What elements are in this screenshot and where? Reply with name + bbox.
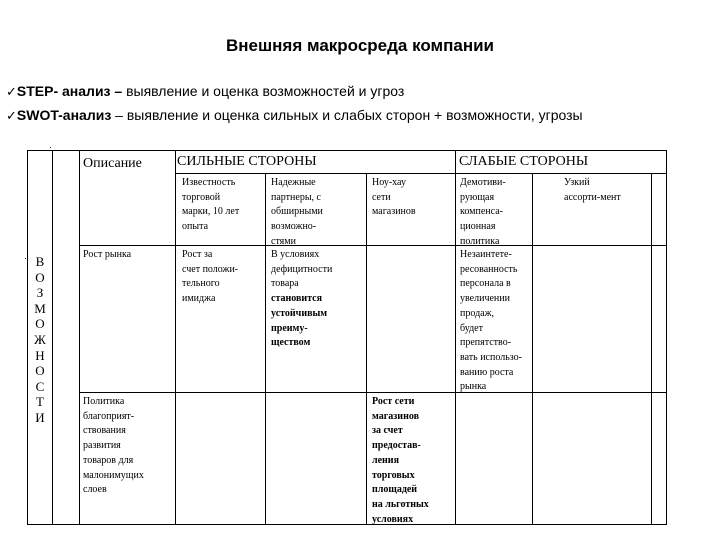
vertical-letter: О <box>35 316 45 332</box>
cell-line: Ноу-хау <box>372 177 406 188</box>
cell-line: марки, 10 лет <box>182 206 240 218</box>
table-border <box>27 150 667 151</box>
row-label-market-growth <box>83 248 131 263</box>
cell-line: Надежные <box>271 177 316 188</box>
table-border <box>27 150 28 525</box>
opportunity-network <box>372 395 429 527</box>
strength-partners <box>271 176 323 250</box>
cell-line: политика <box>460 235 500 247</box>
cell-line: Узкий <box>564 177 590 188</box>
cell-line: компенса- <box>460 206 503 218</box>
bullet-list <box>6 80 583 128</box>
cell-line: опыта <box>182 221 209 233</box>
table-divider <box>455 150 456 525</box>
table-divider <box>175 150 176 525</box>
vertical-letter: З <box>36 285 44 301</box>
table-border <box>666 150 667 525</box>
vertical-label-opportunities <box>33 254 47 426</box>
cell-line: Рост рынка <box>83 249 132 260</box>
cell-line: развития <box>83 440 121 452</box>
cell-line: рынка <box>460 381 487 393</box>
cell-line: за счет <box>372 425 403 437</box>
cell-line: имиджа <box>182 293 216 305</box>
strength-brand <box>182 176 239 235</box>
tick-mark: · <box>24 253 27 263</box>
vertical-letter: Ж <box>34 331 46 347</box>
opportunity-deficit-bold <box>271 292 332 351</box>
cell-line: обширными <box>271 206 323 218</box>
cell-line: ления <box>372 454 399 466</box>
table-divider <box>175 173 666 174</box>
cell-line: сети <box>372 191 391 203</box>
cell-line: ресованность <box>460 263 518 275</box>
cell-line: Рост за <box>182 249 213 260</box>
table-divider <box>52 150 53 525</box>
table-divider <box>651 173 652 525</box>
vertical-letter: О <box>35 269 45 285</box>
cell-line: преиму- <box>271 322 308 334</box>
cell-line: ванию роста <box>460 366 514 378</box>
cell-line: площадей <box>372 484 418 496</box>
cell-line: Незаинтете- <box>460 249 512 260</box>
vertical-letter: В <box>35 254 45 269</box>
cell-line: возможно- <box>271 221 317 233</box>
cell-line: условиях <box>372 513 414 525</box>
weakness-compensation <box>460 176 506 250</box>
header-weaknesses: СЛАБЫЕ СТОРОНЫ <box>459 154 589 169</box>
cell-line: становится <box>271 293 323 305</box>
check-icon: ✓ <box>6 85 17 100</box>
table-border <box>27 524 667 525</box>
cell-line: вать использо- <box>460 351 522 363</box>
cell-line: Известность <box>182 177 236 188</box>
cell-line: товара <box>271 278 299 290</box>
vertical-letter: Т <box>36 394 44 410</box>
cell-line: ционная <box>460 221 496 233</box>
cell-line: будет <box>460 322 483 334</box>
table-divider <box>532 173 533 525</box>
cell-line: Демотиви- <box>460 177 506 188</box>
cell-line: товаров для <box>83 454 134 466</box>
swot-table <box>24 142 667 525</box>
cell-line: стями <box>271 235 296 247</box>
table-divider <box>79 150 80 525</box>
vertical-letter: М <box>34 300 46 316</box>
bullet-dash: – <box>111 107 127 123</box>
cell-line: ществом <box>271 337 311 349</box>
cell-line: тельного <box>182 278 220 290</box>
tick-mark: · <box>49 142 52 152</box>
cell-line: торговой <box>182 191 221 203</box>
cell-line: ассорти-мент <box>564 191 621 203</box>
opportunity-deficit <box>271 248 332 351</box>
cell-line: В условиях <box>271 249 320 260</box>
check-icon: ✓ <box>6 109 17 124</box>
cell-line: увеличении <box>460 293 510 305</box>
cell-line: продаж, <box>460 307 494 319</box>
table-divider <box>265 173 266 525</box>
cell-line: дефицитности <box>271 263 333 275</box>
cell-line: предостав- <box>372 440 421 452</box>
cell-line: малонимущих <box>83 469 144 481</box>
cell-line: благоприят- <box>83 410 135 422</box>
strength-knowhow <box>372 176 416 220</box>
header-strengths: СИЛЬНЫЕ СТОРОНЫ <box>177 154 317 169</box>
bullet-swot <box>6 104 583 128</box>
cell-line: препятство- <box>460 337 512 349</box>
bullet-dash: – <box>110 83 127 99</box>
cell-line: партнеры, с <box>271 191 321 203</box>
cell-line: магазинов <box>372 206 416 218</box>
opportunity-deficit-text <box>271 248 332 292</box>
cell-line: слоев <box>83 484 107 496</box>
cell-line: устойчивым <box>271 307 328 319</box>
table-divider <box>79 245 666 246</box>
bullet-desc: выявление и оценка возможностей и угроз <box>126 83 405 99</box>
vertical-letter: С <box>35 378 45 394</box>
cell-line: на льготных <box>372 498 429 510</box>
vertical-letter: И <box>35 409 45 425</box>
opportunity-staff <box>460 248 522 395</box>
header-description: Описание <box>83 156 142 171</box>
table-divider <box>366 173 367 525</box>
vertical-letter: О <box>35 363 45 379</box>
bullet-term: SWOT-анализ <box>16 107 112 123</box>
bullet-term: STEP- анализ <box>16 83 111 99</box>
cell-line: персонала в <box>460 278 511 290</box>
row-label-policy <box>83 395 144 498</box>
cell-line: Рост сети <box>372 396 415 407</box>
cell-line: торговых <box>372 469 415 481</box>
cell-line: ствования <box>83 425 126 437</box>
table-divider <box>79 392 666 393</box>
cell-line: Политика <box>83 396 125 407</box>
bullet-step <box>6 80 583 104</box>
cell-line: магазинов <box>372 410 419 422</box>
cell-line: рующая <box>460 191 495 203</box>
cell-line: счет положи- <box>182 263 239 275</box>
page-title: Внешняя макросреда компании <box>225 36 495 55</box>
vertical-letter: Н <box>35 347 45 363</box>
opportunity-image <box>182 248 238 307</box>
weakness-assortment <box>564 176 621 205</box>
bullet-desc: выявление и оценка сильных и слабых сторон + возможности, угрозы <box>126 107 583 123</box>
